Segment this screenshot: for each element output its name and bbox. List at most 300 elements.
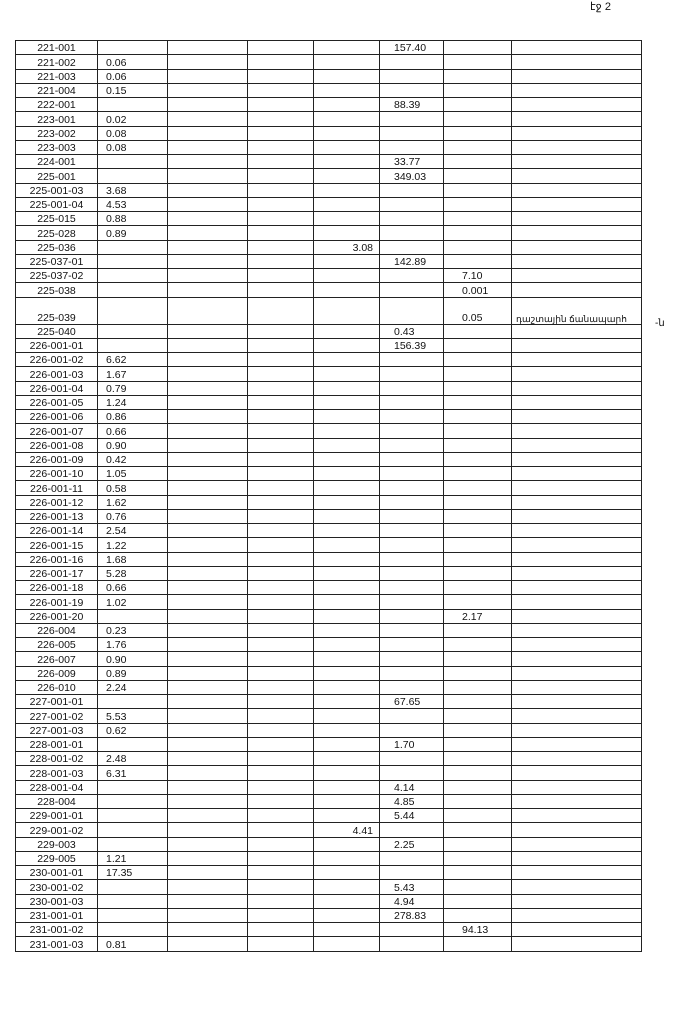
value-cell bbox=[444, 509, 512, 523]
value-cell bbox=[512, 552, 642, 566]
value-cell: 157.40 bbox=[380, 41, 444, 55]
value-cell bbox=[168, 283, 248, 297]
parcel-code-cell: 223-002 bbox=[16, 126, 98, 140]
value-cell bbox=[168, 254, 248, 268]
value-cell bbox=[314, 212, 380, 226]
value-cell bbox=[444, 524, 512, 538]
value-cell: 0.05 bbox=[444, 297, 512, 324]
parcel-code-cell: 225-037-01 bbox=[16, 254, 98, 268]
value-cell bbox=[248, 695, 314, 709]
value-cell bbox=[380, 609, 444, 623]
table-row bbox=[16, 98, 642, 112]
value-cell bbox=[444, 495, 512, 509]
value-cell bbox=[512, 183, 642, 197]
value-cell bbox=[444, 254, 512, 268]
parcel-code-cell: 227-001-02 bbox=[16, 709, 98, 723]
value-cell bbox=[314, 254, 380, 268]
value-cell bbox=[98, 269, 168, 283]
value-cell bbox=[168, 55, 248, 69]
value-cell bbox=[314, 552, 380, 566]
value-cell bbox=[380, 623, 444, 637]
value-cell: 1.21 bbox=[98, 851, 168, 865]
value-cell bbox=[314, 837, 380, 851]
parcel-code-cell: 225-038 bbox=[16, 283, 98, 297]
value-cell bbox=[512, 581, 642, 595]
value-cell bbox=[168, 481, 248, 495]
value-cell bbox=[168, 324, 248, 338]
value-cell bbox=[512, 381, 642, 395]
value-cell: 1.70 bbox=[380, 737, 444, 751]
table-row bbox=[16, 652, 642, 666]
table-row bbox=[16, 338, 642, 352]
value-cell: 33.77 bbox=[380, 155, 444, 169]
value-cell bbox=[314, 452, 380, 466]
value-cell bbox=[444, 395, 512, 409]
parcel-code-cell: 226-001-05 bbox=[16, 395, 98, 409]
value-cell bbox=[512, 680, 642, 694]
value-cell bbox=[248, 766, 314, 780]
value-cell bbox=[512, 197, 642, 211]
value-cell bbox=[248, 112, 314, 126]
table-row bbox=[16, 752, 642, 766]
value-cell bbox=[248, 353, 314, 367]
value-cell bbox=[248, 866, 314, 880]
value-cell bbox=[168, 240, 248, 254]
value-cell bbox=[444, 581, 512, 595]
value-cell bbox=[248, 937, 314, 951]
value-cell bbox=[444, 367, 512, 381]
parcel-code-cell: 225-015 bbox=[16, 212, 98, 226]
value-cell bbox=[168, 623, 248, 637]
value-cell bbox=[444, 41, 512, 55]
value-cell bbox=[98, 880, 168, 894]
value-cell: 1.02 bbox=[98, 595, 168, 609]
value-cell bbox=[248, 283, 314, 297]
value-cell bbox=[444, 197, 512, 211]
value-cell: 1.62 bbox=[98, 495, 168, 509]
table-row bbox=[16, 140, 642, 154]
value-cell bbox=[248, 880, 314, 894]
value-cell bbox=[512, 908, 642, 922]
value-cell bbox=[314, 509, 380, 523]
value-cell bbox=[444, 752, 512, 766]
table-row bbox=[16, 709, 642, 723]
value-cell bbox=[380, 126, 444, 140]
value-cell bbox=[248, 609, 314, 623]
value-cell: 4.53 bbox=[98, 197, 168, 211]
value-cell bbox=[512, 794, 642, 808]
value-cell bbox=[168, 581, 248, 595]
table-row bbox=[16, 240, 642, 254]
parcel-code-cell: 221-001 bbox=[16, 41, 98, 55]
value-cell bbox=[168, 297, 248, 324]
value-cell bbox=[314, 666, 380, 680]
value-cell bbox=[512, 723, 642, 737]
value-cell: 0.15 bbox=[98, 83, 168, 97]
value-cell bbox=[512, 623, 642, 637]
value-cell: դաշտային ճանապարհ bbox=[512, 297, 642, 324]
parcel-code-cell: 225-001-04 bbox=[16, 197, 98, 211]
table-row bbox=[16, 438, 642, 452]
parcel-code-cell: 226-001-04 bbox=[16, 381, 98, 395]
value-cell bbox=[168, 609, 248, 623]
value-cell bbox=[168, 538, 248, 552]
table-row bbox=[16, 452, 642, 466]
value-cell bbox=[444, 69, 512, 83]
value-cell bbox=[380, 709, 444, 723]
value-cell: 2.17 bbox=[444, 609, 512, 623]
parcel-code-cell: 224-001 bbox=[16, 155, 98, 169]
value-cell bbox=[168, 923, 248, 937]
table-row bbox=[16, 155, 642, 169]
value-cell bbox=[380, 752, 444, 766]
value-cell: 7.10 bbox=[444, 269, 512, 283]
parcel-code-cell: 226-001-18 bbox=[16, 581, 98, 595]
value-cell bbox=[168, 566, 248, 580]
table-row bbox=[16, 183, 642, 197]
value-cell: 0.06 bbox=[98, 69, 168, 83]
value-cell: 0.66 bbox=[98, 581, 168, 595]
value-cell bbox=[512, 538, 642, 552]
value-cell bbox=[314, 338, 380, 352]
value-cell bbox=[98, 794, 168, 808]
value-cell bbox=[314, 381, 380, 395]
value-cell bbox=[512, 695, 642, 709]
margin-note: -ն bbox=[655, 318, 665, 329]
value-cell bbox=[444, 666, 512, 680]
value-cell: 17.35 bbox=[98, 866, 168, 880]
value-cell bbox=[512, 212, 642, 226]
value-cell bbox=[168, 438, 248, 452]
value-cell bbox=[314, 226, 380, 240]
value-cell bbox=[380, 638, 444, 652]
value-cell bbox=[380, 937, 444, 951]
value-cell bbox=[248, 894, 314, 908]
value-cell: 1.05 bbox=[98, 467, 168, 481]
table-row bbox=[16, 424, 642, 438]
parcel-code-cell: 228-001-01 bbox=[16, 737, 98, 751]
value-cell bbox=[380, 367, 444, 381]
value-cell bbox=[444, 766, 512, 780]
value-cell bbox=[512, 524, 642, 538]
table-row bbox=[16, 509, 642, 523]
value-cell bbox=[444, 183, 512, 197]
value-cell bbox=[248, 809, 314, 823]
value-cell: 6.31 bbox=[98, 766, 168, 780]
parcel-code-cell: 226-001-20 bbox=[16, 609, 98, 623]
value-cell bbox=[98, 240, 168, 254]
value-cell: 0.79 bbox=[98, 381, 168, 395]
parcel-code-cell: 226-001-03 bbox=[16, 367, 98, 381]
table-row bbox=[16, 381, 642, 395]
value-cell: 349.03 bbox=[380, 169, 444, 183]
value-cell bbox=[168, 197, 248, 211]
value-cell bbox=[444, 695, 512, 709]
value-cell bbox=[380, 381, 444, 395]
value-cell bbox=[98, 837, 168, 851]
value-cell bbox=[248, 538, 314, 552]
value-cell bbox=[168, 766, 248, 780]
value-cell bbox=[314, 353, 380, 367]
parcel-code-cell: 226-001-15 bbox=[16, 538, 98, 552]
value-cell bbox=[98, 809, 168, 823]
value-cell bbox=[314, 438, 380, 452]
value-cell: 2.48 bbox=[98, 752, 168, 766]
value-cell bbox=[314, 283, 380, 297]
value-cell bbox=[512, 752, 642, 766]
value-cell bbox=[168, 680, 248, 694]
table-row bbox=[16, 937, 642, 951]
value-cell bbox=[380, 552, 444, 566]
value-cell bbox=[168, 851, 248, 865]
value-cell bbox=[248, 752, 314, 766]
value-cell bbox=[168, 880, 248, 894]
value-cell bbox=[444, 126, 512, 140]
value-cell bbox=[168, 140, 248, 154]
value-cell bbox=[512, 809, 642, 823]
value-cell bbox=[444, 937, 512, 951]
parcel-code-cell: 226-004 bbox=[16, 623, 98, 637]
value-cell bbox=[314, 112, 380, 126]
value-cell bbox=[168, 937, 248, 951]
parcel-code-cell: 226-009 bbox=[16, 666, 98, 680]
table-row bbox=[16, 41, 642, 55]
value-cell bbox=[380, 212, 444, 226]
value-cell bbox=[314, 424, 380, 438]
value-cell bbox=[168, 595, 248, 609]
value-cell bbox=[168, 395, 248, 409]
value-cell bbox=[444, 410, 512, 424]
value-cell bbox=[314, 538, 380, 552]
value-cell bbox=[380, 226, 444, 240]
table-row bbox=[16, 69, 642, 83]
value-cell bbox=[314, 908, 380, 922]
value-cell bbox=[248, 552, 314, 566]
value-cell bbox=[444, 638, 512, 652]
value-cell bbox=[168, 98, 248, 112]
value-cell: 0.81 bbox=[98, 937, 168, 951]
value-cell bbox=[168, 353, 248, 367]
parcel-code-cell: 225-001 bbox=[16, 169, 98, 183]
table-row bbox=[16, 324, 642, 338]
value-cell bbox=[380, 481, 444, 495]
table-row bbox=[16, 581, 642, 595]
parcel-code-cell: 225-037-02 bbox=[16, 269, 98, 283]
value-cell bbox=[444, 481, 512, 495]
value-cell bbox=[168, 41, 248, 55]
value-cell bbox=[380, 395, 444, 409]
table-row bbox=[16, 823, 642, 837]
value-cell bbox=[314, 723, 380, 737]
value-cell bbox=[248, 452, 314, 466]
parcel-code-cell: 230-001-03 bbox=[16, 894, 98, 908]
value-cell bbox=[168, 495, 248, 509]
value-cell bbox=[444, 851, 512, 865]
value-cell bbox=[248, 524, 314, 538]
parcel-code-cell: 228-004 bbox=[16, 794, 98, 808]
value-cell: 1.68 bbox=[98, 552, 168, 566]
value-cell bbox=[248, 566, 314, 580]
value-cell bbox=[248, 212, 314, 226]
value-cell bbox=[512, 880, 642, 894]
value-cell: 3.08 bbox=[314, 240, 380, 254]
value-cell bbox=[380, 666, 444, 680]
value-cell bbox=[248, 581, 314, 595]
page-number: էջ 2 bbox=[590, 1, 611, 13]
value-cell: 0.62 bbox=[98, 723, 168, 737]
value-cell bbox=[248, 226, 314, 240]
value-cell bbox=[314, 481, 380, 495]
table-row bbox=[16, 723, 642, 737]
table-row bbox=[16, 851, 642, 865]
parcel-code-cell: 226-001-02 bbox=[16, 353, 98, 367]
table-row bbox=[16, 169, 642, 183]
table-row bbox=[16, 55, 642, 69]
value-cell: 0.86 bbox=[98, 410, 168, 424]
parcel-code-cell: 226-001-12 bbox=[16, 495, 98, 509]
value-cell bbox=[380, 83, 444, 97]
table-row bbox=[16, 680, 642, 694]
value-cell bbox=[512, 283, 642, 297]
value-cell bbox=[380, 55, 444, 69]
value-cell: 0.58 bbox=[98, 481, 168, 495]
value-cell bbox=[444, 894, 512, 908]
value-cell bbox=[314, 794, 380, 808]
parcel-code-cell: 231-001-01 bbox=[16, 908, 98, 922]
value-cell bbox=[314, 297, 380, 324]
parcel-code-cell: 226-001-17 bbox=[16, 566, 98, 580]
value-cell bbox=[314, 467, 380, 481]
value-cell bbox=[512, 780, 642, 794]
parcel-code-cell: 231-001-02 bbox=[16, 923, 98, 937]
value-cell: 67.65 bbox=[380, 695, 444, 709]
value-cell bbox=[248, 126, 314, 140]
parcel-code-cell: 226-010 bbox=[16, 680, 98, 694]
value-cell bbox=[168, 183, 248, 197]
value-cell bbox=[512, 353, 642, 367]
parcel-code-cell: 229-003 bbox=[16, 837, 98, 851]
value-cell bbox=[98, 254, 168, 268]
value-cell: 5.43 bbox=[380, 880, 444, 894]
value-cell bbox=[314, 695, 380, 709]
parcel-code-cell: 226-001-08 bbox=[16, 438, 98, 452]
value-cell bbox=[512, 83, 642, 97]
value-cell: 4.94 bbox=[380, 894, 444, 908]
value-cell bbox=[314, 55, 380, 69]
value-cell: 2.25 bbox=[380, 837, 444, 851]
value-cell bbox=[314, 752, 380, 766]
value-cell bbox=[168, 666, 248, 680]
value-cell bbox=[98, 609, 168, 623]
value-cell: 0.76 bbox=[98, 509, 168, 523]
value-cell bbox=[98, 297, 168, 324]
value-cell bbox=[444, 98, 512, 112]
value-cell bbox=[168, 866, 248, 880]
value-cell: 1.24 bbox=[98, 395, 168, 409]
value-cell bbox=[314, 324, 380, 338]
value-cell bbox=[314, 866, 380, 880]
table-row bbox=[16, 269, 642, 283]
value-cell bbox=[314, 923, 380, 937]
value-cell bbox=[168, 737, 248, 751]
value-cell bbox=[512, 652, 642, 666]
table-row bbox=[16, 197, 642, 211]
value-cell: 0.08 bbox=[98, 140, 168, 154]
value-cell bbox=[248, 509, 314, 523]
value-cell bbox=[444, 723, 512, 737]
value-cell: 3.68 bbox=[98, 183, 168, 197]
value-cell bbox=[444, 381, 512, 395]
value-cell bbox=[444, 112, 512, 126]
value-cell bbox=[248, 652, 314, 666]
value-cell bbox=[314, 638, 380, 652]
value-cell bbox=[380, 112, 444, 126]
parcel-code-cell: 226-001-16 bbox=[16, 552, 98, 566]
value-cell bbox=[444, 226, 512, 240]
value-cell: 0.06 bbox=[98, 55, 168, 69]
value-cell bbox=[512, 155, 642, 169]
value-cell bbox=[168, 894, 248, 908]
value-cell: 2.24 bbox=[98, 680, 168, 694]
value-cell bbox=[314, 183, 380, 197]
value-cell bbox=[512, 709, 642, 723]
value-cell bbox=[380, 866, 444, 880]
value-cell bbox=[248, 851, 314, 865]
value-cell bbox=[98, 155, 168, 169]
value-cell bbox=[314, 766, 380, 780]
value-cell bbox=[168, 780, 248, 794]
value-cell bbox=[512, 609, 642, 623]
table-row bbox=[16, 126, 642, 140]
value-cell bbox=[314, 140, 380, 154]
value-cell bbox=[512, 937, 642, 951]
value-cell bbox=[512, 41, 642, 55]
value-cell bbox=[168, 269, 248, 283]
value-cell bbox=[314, 524, 380, 538]
value-cell bbox=[512, 666, 642, 680]
value-cell bbox=[380, 353, 444, 367]
value-cell bbox=[380, 467, 444, 481]
value-cell bbox=[248, 737, 314, 751]
value-cell bbox=[380, 652, 444, 666]
value-cell: 1.22 bbox=[98, 538, 168, 552]
value-cell: 94.13 bbox=[444, 923, 512, 937]
value-cell bbox=[168, 823, 248, 837]
parcel-table bbox=[15, 40, 642, 952]
value-cell: 156.39 bbox=[380, 338, 444, 352]
table-row bbox=[16, 367, 642, 381]
value-cell bbox=[380, 297, 444, 324]
value-cell bbox=[512, 112, 642, 126]
value-cell: 0.02 bbox=[98, 112, 168, 126]
value-cell bbox=[380, 283, 444, 297]
value-cell bbox=[314, 410, 380, 424]
parcel-code-cell: 223-001 bbox=[16, 112, 98, 126]
value-cell bbox=[314, 623, 380, 637]
table-row bbox=[16, 524, 642, 538]
value-cell bbox=[248, 269, 314, 283]
parcel-code-cell: 225-028 bbox=[16, 226, 98, 240]
value-cell bbox=[512, 338, 642, 352]
value-cell: 5.44 bbox=[380, 809, 444, 823]
parcel-code-cell: 225-036 bbox=[16, 240, 98, 254]
value-cell bbox=[314, 937, 380, 951]
value-cell bbox=[314, 495, 380, 509]
table-row bbox=[16, 866, 642, 880]
value-cell bbox=[168, 226, 248, 240]
value-cell bbox=[98, 737, 168, 751]
value-cell bbox=[444, 780, 512, 794]
